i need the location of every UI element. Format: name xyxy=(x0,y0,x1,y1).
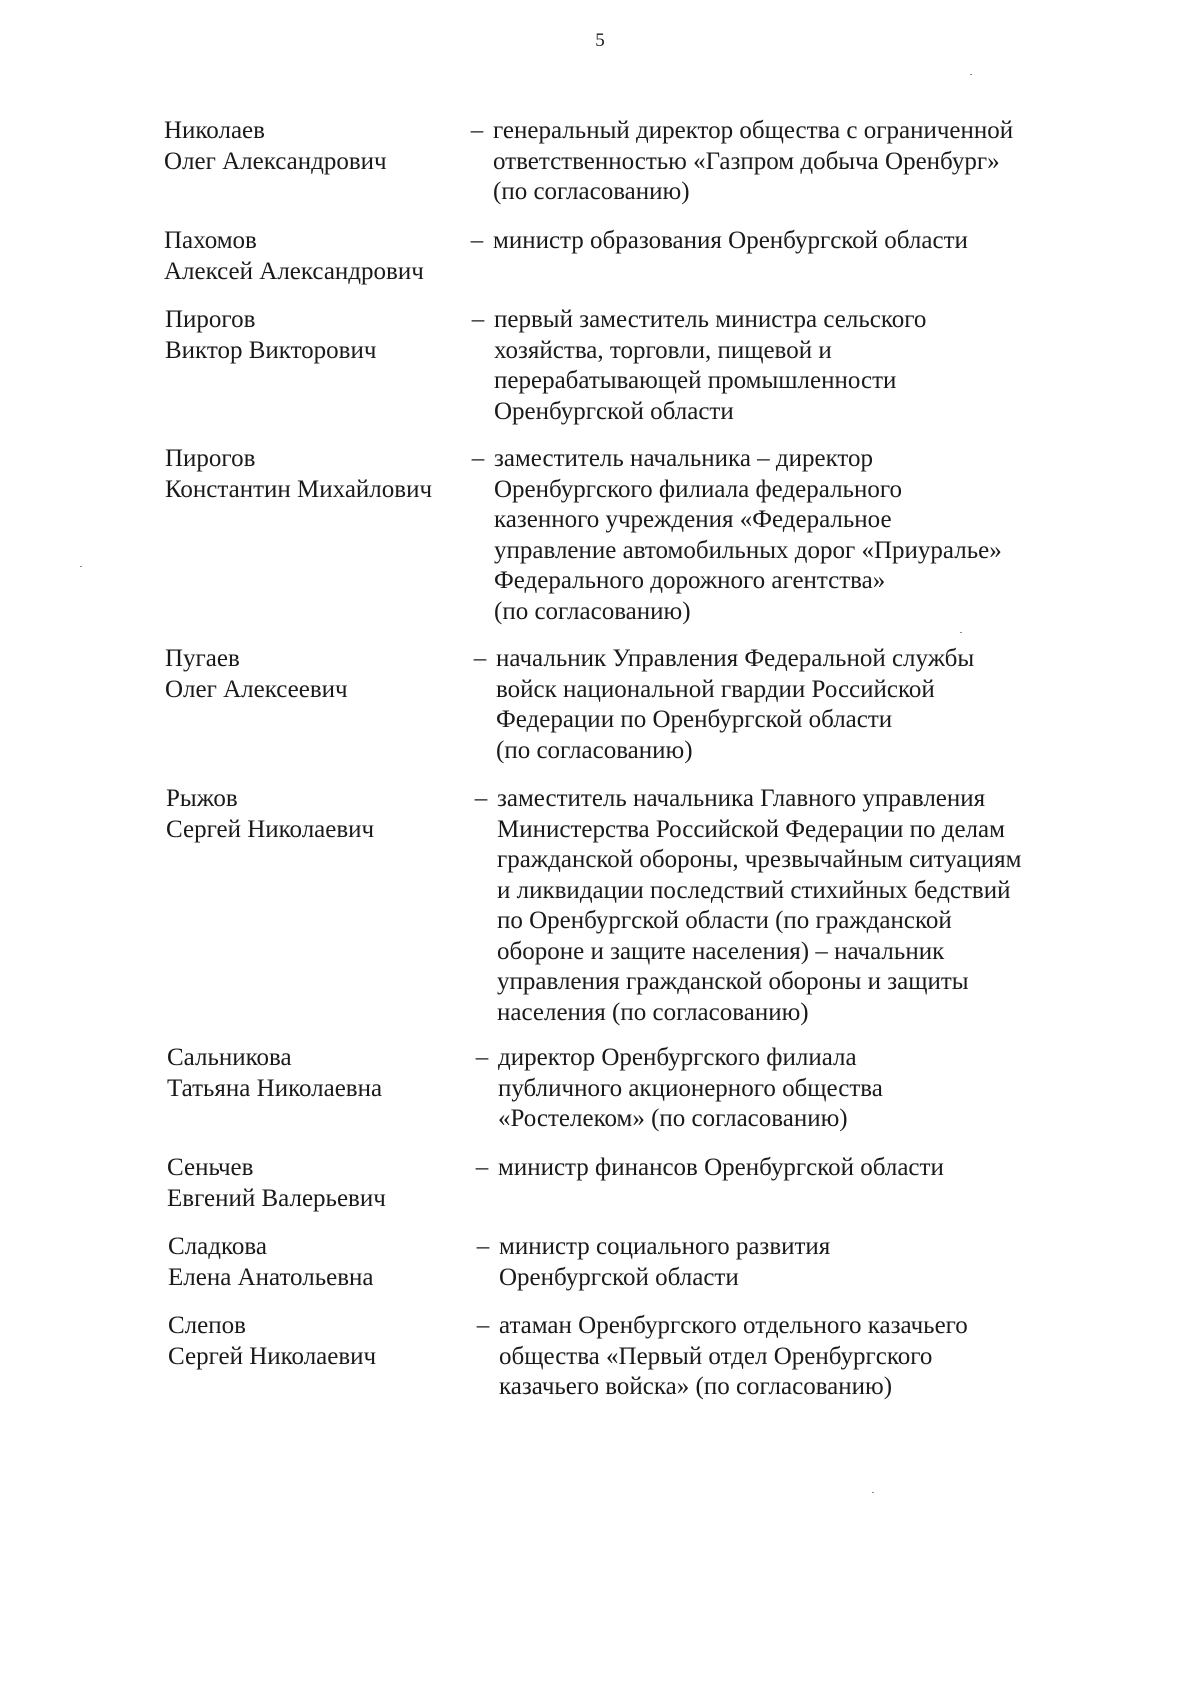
position-line: перерабатывающей промышленности xyxy=(494,367,897,394)
member-given-names: Виктор Викторович xyxy=(165,336,377,364)
position-line: войск национальной гвардии Российской xyxy=(496,675,935,703)
position-line: (по согласованию) xyxy=(494,597,691,625)
member-surname: Пахомов xyxy=(164,227,257,254)
position-line: начальник Управления Федеральной службы xyxy=(496,645,975,672)
page-number: 5 xyxy=(595,30,605,51)
position-line: обороне и защите населения) – начальник xyxy=(497,937,945,965)
separator-dash: – xyxy=(471,445,485,472)
member-name xyxy=(168,1311,478,1372)
position-line: «Ростелеком» (по согласованию) xyxy=(498,1105,848,1132)
scan-speck xyxy=(872,1492,874,1493)
separator-dash: – xyxy=(471,306,485,333)
member-position xyxy=(498,1153,1138,1184)
position-line: директор Оренбургского филиала xyxy=(498,1044,857,1071)
position-line: Оренбургской области xyxy=(499,1263,739,1291)
position-line: Федерального дорожного агентства» xyxy=(494,567,886,594)
member-name xyxy=(165,305,475,366)
member-surname: Сальникова xyxy=(167,1044,292,1071)
position-line: (по согласованию) xyxy=(496,736,693,764)
position-line: министр социального развития xyxy=(499,1233,831,1260)
member-name xyxy=(168,1232,478,1293)
position-line: Федерации по Оренбургской области xyxy=(496,706,893,733)
member-surname: Сеньчев xyxy=(167,1154,254,1181)
separator-dash: – xyxy=(475,1154,489,1181)
member-position xyxy=(493,116,1133,208)
separator-dash: – xyxy=(476,1312,490,1339)
member-position xyxy=(493,226,1133,257)
member-given-names: Елена Анатольевна xyxy=(168,1263,374,1291)
position-line: генеральный директор общества с ограниченной xyxy=(493,117,1014,144)
scan-speck xyxy=(970,74,972,75)
member-surname: Пугаев xyxy=(165,645,240,672)
member-name xyxy=(167,1043,477,1104)
member-name xyxy=(167,1153,477,1214)
member-given-names: Евгений Валерьевич xyxy=(167,1184,386,1212)
separator-dash: – xyxy=(476,1233,490,1260)
separator-dash: – xyxy=(474,785,488,812)
member-name xyxy=(166,784,476,845)
member-name xyxy=(165,444,475,505)
scan-speck xyxy=(960,632,962,633)
position-line: хозяйства, торговли, пищевой и xyxy=(494,336,832,364)
position-line: заместитель начальника Главного управления xyxy=(497,785,986,812)
separator-dash: – xyxy=(475,1044,489,1071)
position-line: населения (по согласованию) xyxy=(497,998,809,1026)
position-line: и ликвидации последствий стихийных бедствий xyxy=(497,876,1011,904)
member-surname: Пирогов xyxy=(165,445,256,472)
member-given-names: Олег Алексеевич xyxy=(165,675,348,703)
member-name xyxy=(165,644,475,705)
position-line: управления гражданской обороны и защиты xyxy=(497,968,969,995)
member-position xyxy=(498,1043,1138,1135)
member-surname: Рыжов xyxy=(166,785,238,812)
member-given-names: Олег Александрович xyxy=(164,147,387,175)
position-line: заместитель начальника – директор xyxy=(494,445,874,472)
position-line: ответственностью «Газпром добыча Оренбург» xyxy=(493,147,1000,175)
position-line: казачьего войска» (по согласованию) xyxy=(499,1373,893,1400)
member-surname: Сладкова xyxy=(168,1233,267,1260)
position-line: по Оренбургской области (по гражданской xyxy=(497,907,952,934)
position-line: Оренбургского филиала федерального xyxy=(494,475,902,503)
member-given-names: Сергей Николаевич xyxy=(166,815,375,843)
member-position xyxy=(494,305,1134,427)
member-surname: Пирогов xyxy=(165,306,256,333)
position-line: (по согласованию) xyxy=(493,178,690,205)
position-line: общества «Первый отдел Оренбургского xyxy=(499,1342,933,1370)
member-given-names: Сергей Николаевич xyxy=(168,1342,377,1370)
member-position xyxy=(497,784,1137,1028)
separator-dash: – xyxy=(473,645,487,672)
member-given-names: Константин Михайлович xyxy=(165,475,433,503)
member-given-names: Татьяна Николаевна xyxy=(167,1074,383,1102)
member-position xyxy=(494,444,1134,627)
position-line: Оренбургской области xyxy=(494,397,734,425)
member-name xyxy=(164,116,474,177)
position-line: министр финансов Оренбургской области xyxy=(498,1154,944,1181)
separator-dash: – xyxy=(470,117,484,144)
position-line: казенного учреждения «Федеральное xyxy=(494,506,892,533)
separator-dash: – xyxy=(470,227,484,254)
member-name xyxy=(164,226,474,287)
position-line: управление автомобильных дорог «Приуралье» xyxy=(494,536,1002,564)
member-position xyxy=(499,1232,1139,1293)
scan-speck xyxy=(80,566,82,567)
position-line: министр образования Оренбургской области xyxy=(493,227,968,254)
position-line: гражданской обороны, чрезвычайным ситуациям xyxy=(497,846,1022,873)
member-surname: Николаев xyxy=(164,117,265,144)
member-position xyxy=(496,644,1136,766)
member-surname: Слепов xyxy=(168,1312,246,1339)
position-line: атаман Оренбургского отдельного казачьего xyxy=(499,1312,968,1339)
position-line: публичного акционерного общества xyxy=(498,1074,883,1102)
member-position xyxy=(499,1311,1139,1403)
position-line: первый заместитель министра сельского xyxy=(494,306,927,333)
member-given-names: Алексей Александрович xyxy=(164,257,424,285)
position-line: Министерства Российской Федерации по делам xyxy=(497,815,1005,843)
